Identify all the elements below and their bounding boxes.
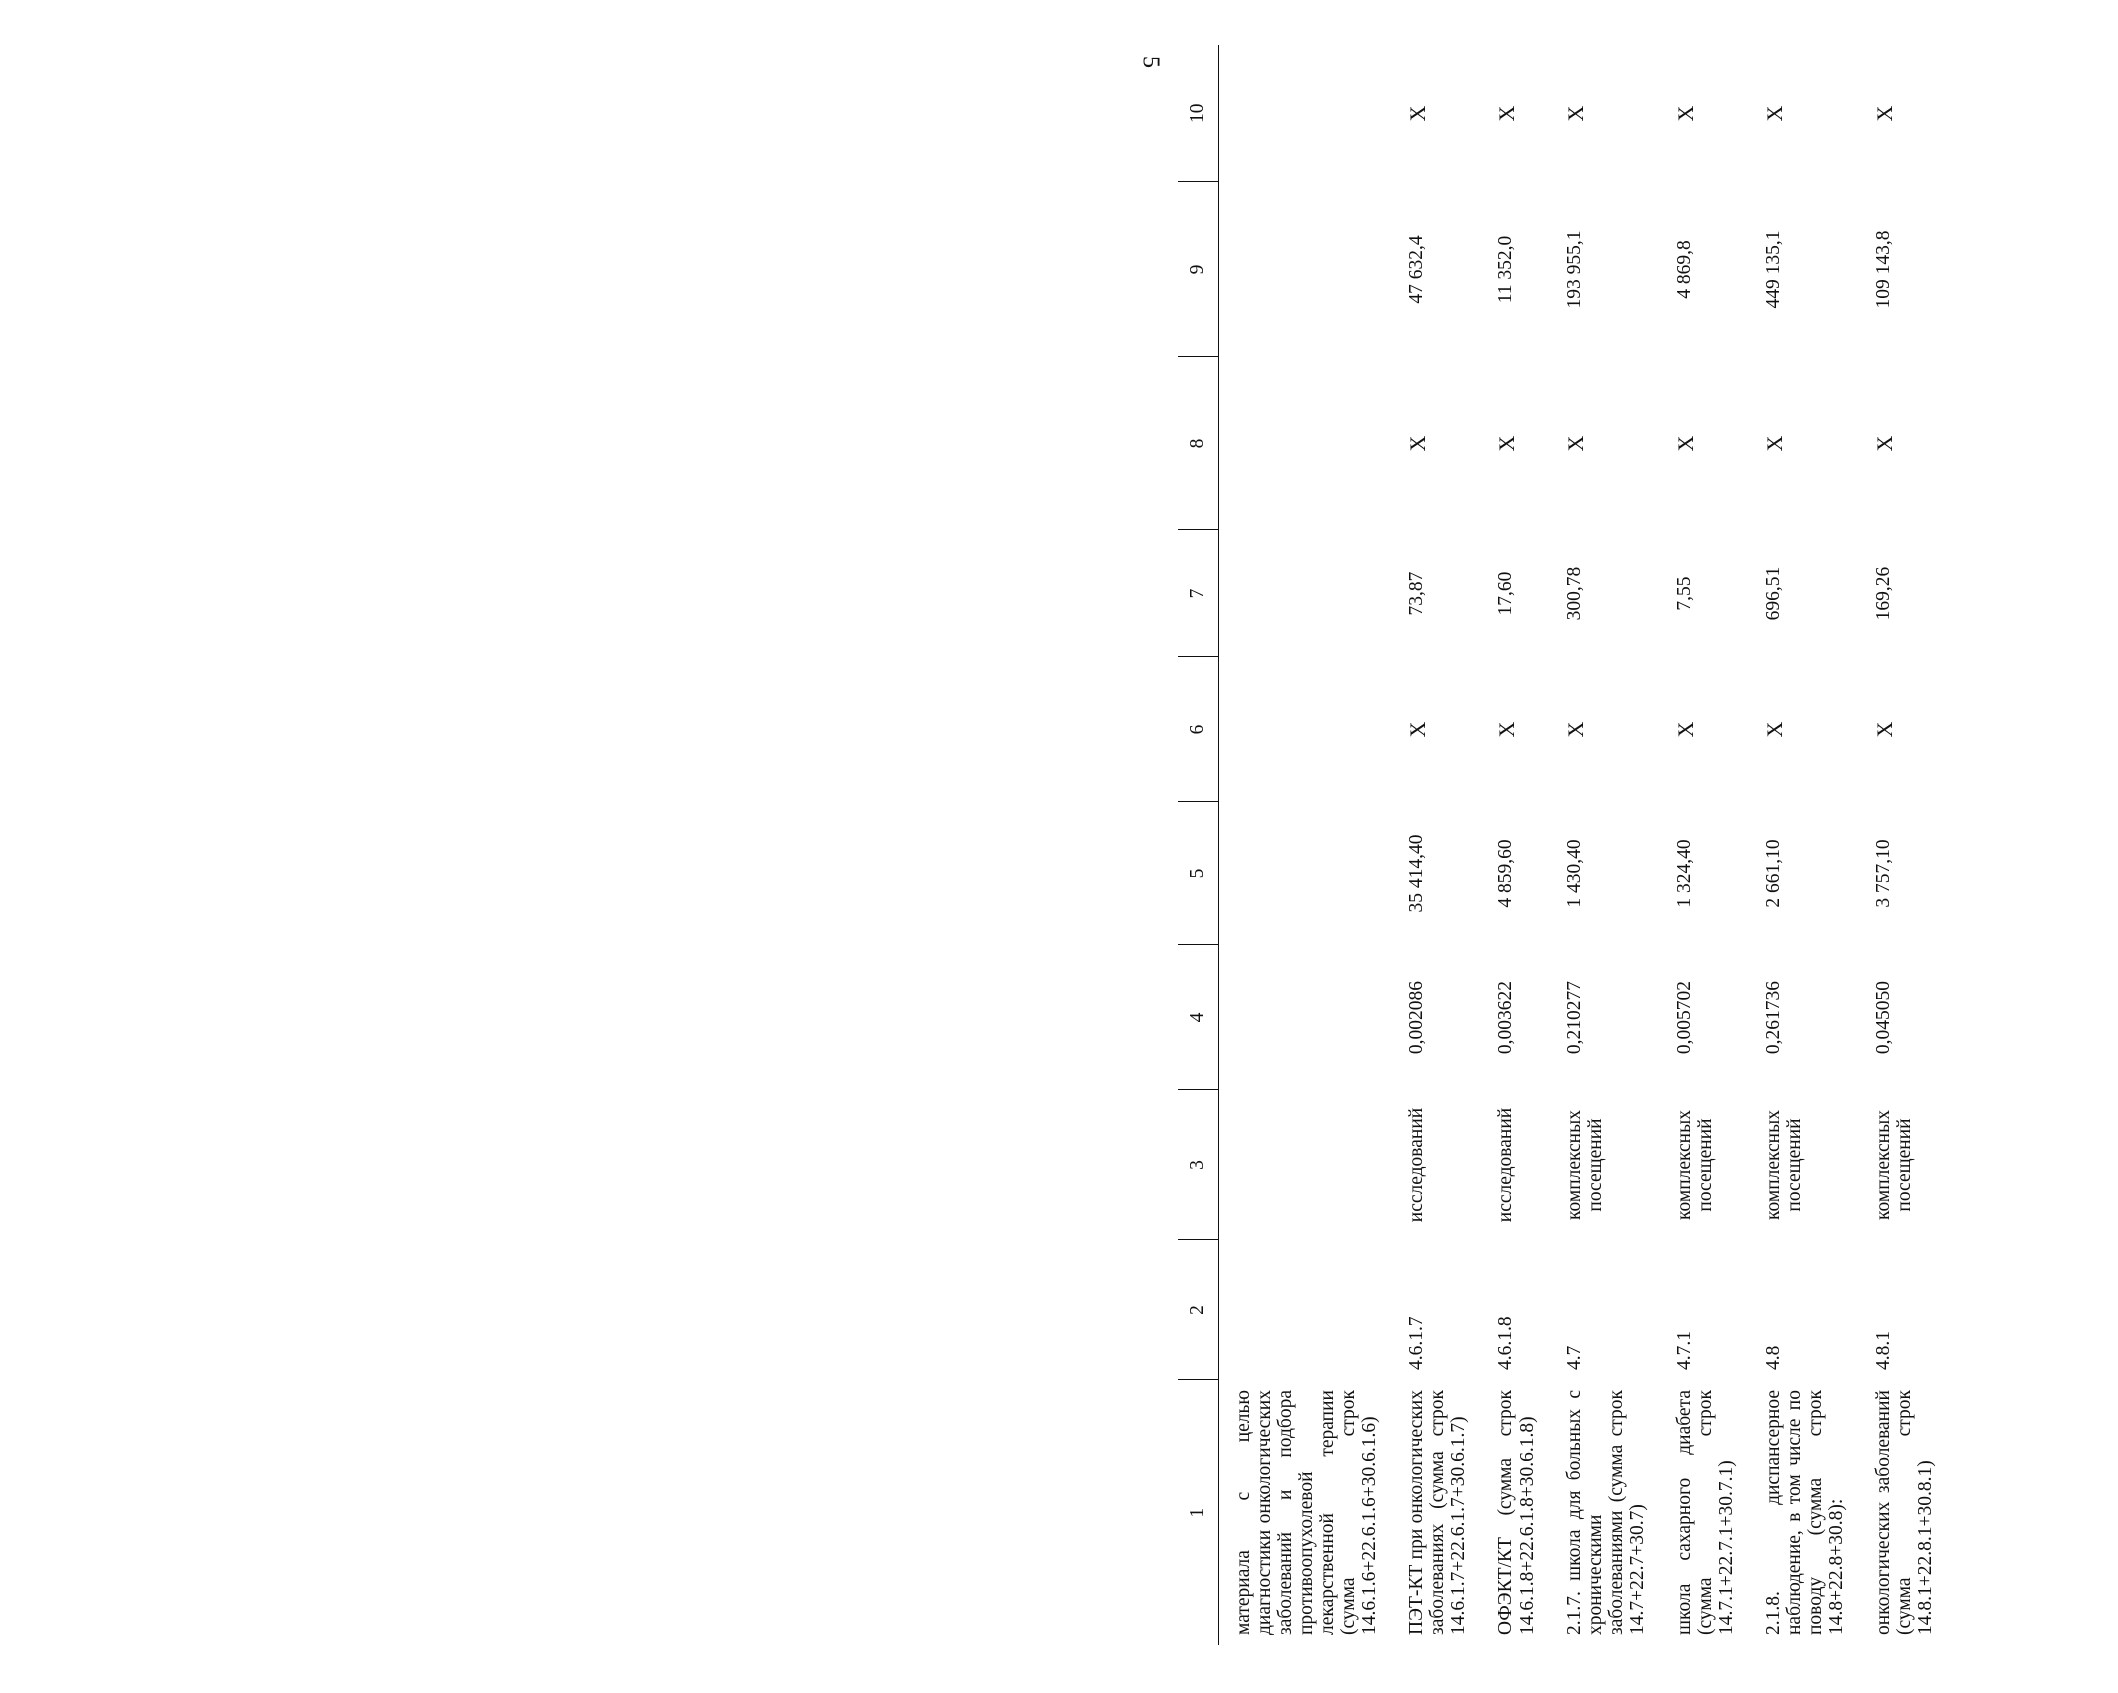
value-cell-7: 696,51 xyxy=(1762,566,1784,621)
value-cell-7: 169,26 xyxy=(1873,566,1895,621)
value-cell-5: 35 414,40 xyxy=(1406,834,1428,913)
table-row xyxy=(1859,45,1948,1645)
value-cell-9: 4 869,8 xyxy=(1673,240,1695,299)
page-number: 5 xyxy=(1137,56,1164,68)
unit-cell: исследований xyxy=(1495,1107,1517,1223)
rotated-table-container xyxy=(1178,45,2118,1645)
value-cell-4: 0,210277 xyxy=(1563,980,1585,1055)
unit-cell: комплексных посещений xyxy=(1873,1110,1916,1220)
value-cell-9: 11 352,0 xyxy=(1495,235,1517,304)
column-header: 3 xyxy=(1178,1090,1219,1240)
value-cell-6: Х xyxy=(1562,721,1588,738)
value-cell-4: 0,045050 xyxy=(1873,980,1895,1055)
table-row xyxy=(1660,45,1749,1645)
row-code: 4.7.1 xyxy=(1673,1331,1695,1370)
row-description: 2.1.7. школа для больных с хроническими заболеваниями (сумма строк 14.7+22.7+30.7) xyxy=(1563,1390,1648,1635)
value-cell-6: Х xyxy=(1672,721,1698,738)
value-cell-6: Х xyxy=(1494,721,1520,738)
value-cell-6: Х xyxy=(1761,721,1787,738)
row-code: 4.8 xyxy=(1762,1345,1784,1370)
value-cell-5: 2 661,10 xyxy=(1762,839,1784,908)
row-code xyxy=(1219,1240,1393,1380)
row-code: 4.6.1.8 xyxy=(1495,1316,1517,1370)
column-header: 1 xyxy=(1178,1380,1219,1645)
value-cell-5 xyxy=(1219,802,1393,945)
table-row xyxy=(1219,45,1393,1645)
value-cell-7: 73,87 xyxy=(1406,571,1428,616)
value-cell-5: 1 430,40 xyxy=(1563,839,1585,908)
column-header: 8 xyxy=(1178,357,1219,530)
value-cell-8: Х xyxy=(1405,435,1431,452)
value-cell-8: Х xyxy=(1494,435,1520,452)
value-cell-6: Х xyxy=(1405,721,1431,738)
table-body xyxy=(1219,45,1949,1645)
value-cell-5: 4 859,60 xyxy=(1495,839,1517,908)
value-cell-7: 7,55 xyxy=(1673,576,1695,611)
row-code: 4.7 xyxy=(1563,1345,1585,1370)
value-cell-9: 449 135,1 xyxy=(1762,230,1784,309)
value-cell-9: 47 632,4 xyxy=(1406,235,1428,304)
value-cell-6 xyxy=(1219,657,1393,802)
value-cell-9 xyxy=(1219,182,1393,357)
value-cell-8: Х xyxy=(1672,435,1698,452)
column-header: 5 xyxy=(1178,802,1219,945)
unit-cell: комплексных посещений xyxy=(1673,1110,1716,1220)
value-cell-5: 3 757,10 xyxy=(1873,839,1895,908)
column-header: 10 xyxy=(1178,45,1219,182)
table-row xyxy=(1550,45,1660,1645)
row-code: 4.8.1 xyxy=(1873,1331,1895,1370)
column-header: 4 xyxy=(1178,945,1219,1090)
row-description: ОФЭКТ/КТ (сумма строк 14.6.1.8+22.6.1.8+30.6.1.8) xyxy=(1495,1390,1538,1635)
value-cell-10: Х xyxy=(1872,105,1898,122)
column-header: 7 xyxy=(1178,530,1219,657)
header-row xyxy=(1178,45,1219,1645)
value-cell-10: Х xyxy=(1672,105,1698,122)
row-code: 4.6.1.7 xyxy=(1406,1316,1428,1370)
data-table xyxy=(1178,45,1948,1645)
column-header: 6 xyxy=(1178,657,1219,802)
value-cell-10: Х xyxy=(1494,105,1520,122)
table-row xyxy=(1481,45,1549,1645)
row-description: ПЭТ-КТ при онкологических заболеваниях (сумма строк 14.6.1.7+22.6.1.7+30.6.1.7) xyxy=(1406,1390,1470,1635)
value-cell-4 xyxy=(1219,945,1393,1090)
value-cell-8: Х xyxy=(1761,435,1787,452)
column-header: 2 xyxy=(1178,1240,1219,1380)
value-cell-4: 0,002086 xyxy=(1406,980,1428,1055)
unit-cell: исследований xyxy=(1406,1107,1428,1223)
value-cell-7: 17,60 xyxy=(1495,571,1517,616)
unit-cell: комплексных посещений xyxy=(1762,1110,1805,1220)
value-cell-4: 0,261736 xyxy=(1762,980,1784,1055)
value-cell-7: 300,78 xyxy=(1563,566,1585,621)
value-cell-9: 109 143,8 xyxy=(1873,230,1895,309)
column-header: 9 xyxy=(1178,182,1219,357)
row-description: материала с целью диагностики онкологических заболеваний и подбора противоопухолевой лекарственной терапии (сумма строк 14.6.1.6+22.6.1.6+30.6.1.6) xyxy=(1233,1390,1381,1635)
value-cell-9: 193 955,1 xyxy=(1563,230,1585,309)
value-cell-8 xyxy=(1219,357,1393,530)
value-cell-4: 0,005702 xyxy=(1673,980,1695,1055)
row-description: онкологических заболеваний (сумма строк 14.8.1+22.8.1+30.8.1) xyxy=(1873,1390,1937,1635)
value-cell-6: Х xyxy=(1872,721,1898,738)
value-cell-10: Х xyxy=(1405,105,1431,122)
row-description: 2.1.8. диспансерное наблюдение, в том числе по поводу (сумма строк 14.8+22.8+30.8): xyxy=(1762,1390,1848,1635)
value-cell-8: Х xyxy=(1872,435,1898,452)
value-cell-4: 0,003622 xyxy=(1495,980,1517,1055)
row-description: школа сахарного диабета (сумма строк 14.7.1+22.7.1+30.7.1) xyxy=(1673,1390,1737,1635)
value-cell-10: Х xyxy=(1761,105,1787,122)
table-row xyxy=(1749,45,1859,1645)
value-cell-10 xyxy=(1219,45,1393,182)
unit-cell: комплексных посещений xyxy=(1563,1110,1606,1220)
unit-cell xyxy=(1219,1090,1393,1240)
table-row xyxy=(1392,45,1481,1645)
value-cell-10: Х xyxy=(1562,105,1588,122)
value-cell-8: Х xyxy=(1562,435,1588,452)
value-cell-5: 1 324,40 xyxy=(1673,839,1695,908)
value-cell-7 xyxy=(1219,530,1393,657)
